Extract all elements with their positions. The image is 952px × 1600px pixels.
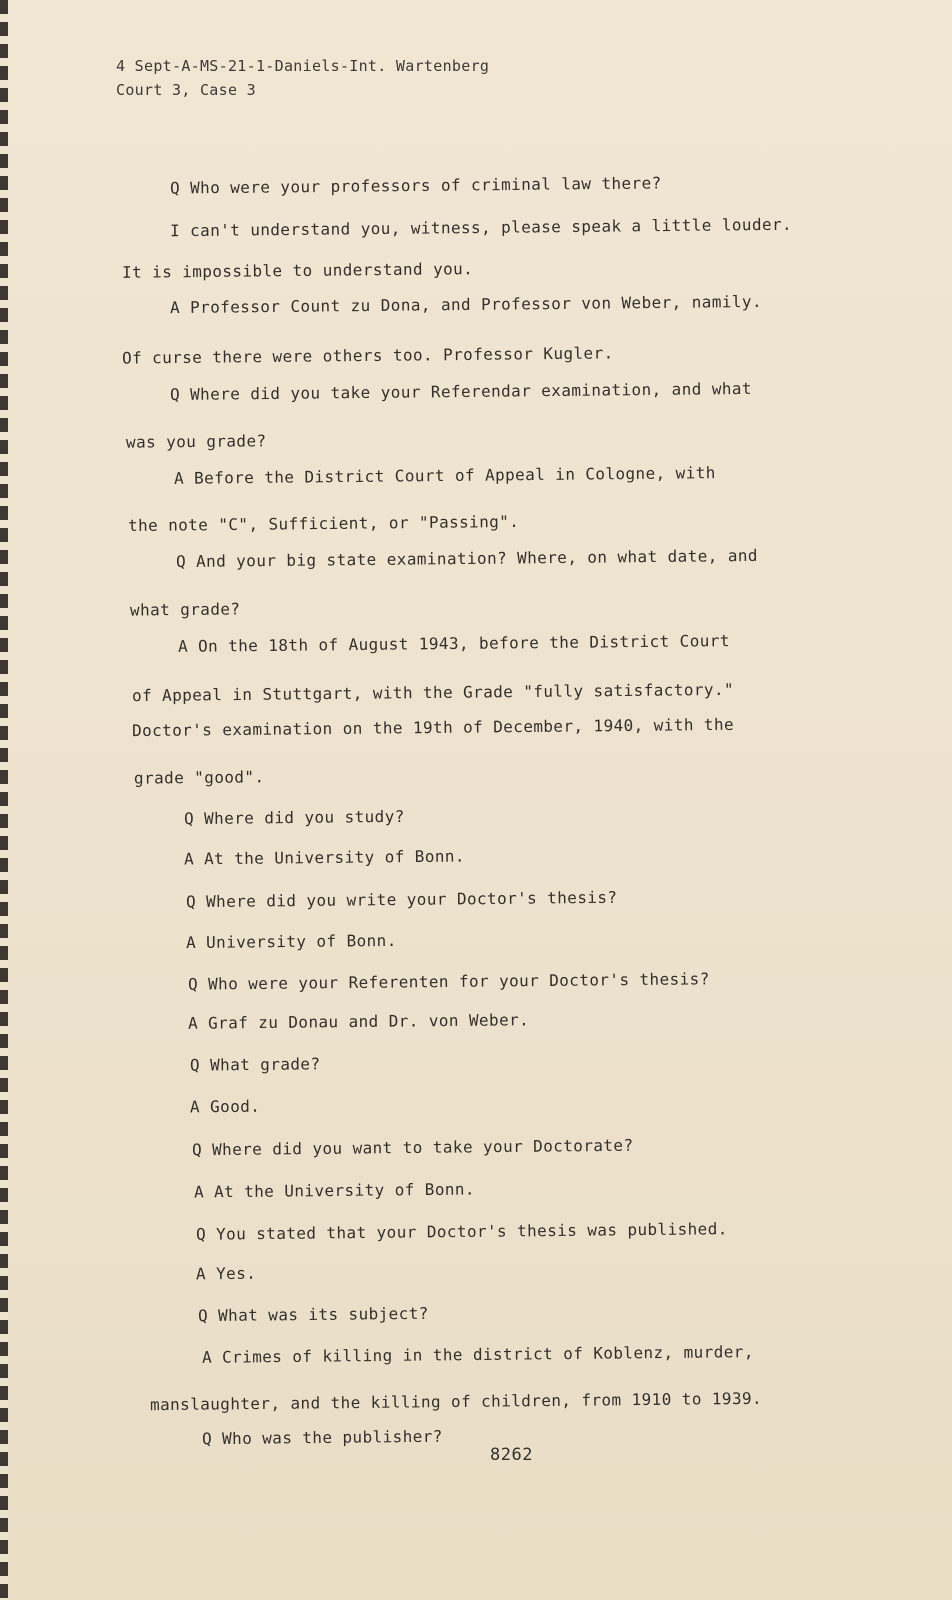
transcript-line: A Good. — [189, 1096, 261, 1117]
transcript-line: A Graf zu Donau and Dr. von Weber. — [187, 1010, 530, 1033]
transcript-line: was you grade? — [125, 431, 267, 452]
transcript-line: Q Who were your professors of criminal law there? — [169, 173, 662, 198]
transcript-line: A At the University of Bonn. — [193, 1179, 476, 1202]
transcript-line: grade "good". — [133, 767, 265, 788]
transcript-line: Q Where did you take your Referendar examination, and what — [169, 378, 752, 405]
transcript-line: what grade? — [129, 599, 241, 620]
header-line-1: 4 Sept-A-MS-21-1-Daniels-Int. Wartenberg — [116, 57, 490, 75]
binding-holes — [0, 0, 8, 1600]
transcript-line: A Yes. — [195, 1263, 257, 1284]
transcript-line: the note "C", Sufficient, or "Passing". — [127, 511, 520, 536]
transcript-line: It is impossible to understand you. — [121, 259, 474, 282]
transcript-line: I can't understand you, witness, please speak a little louder. — [169, 214, 793, 241]
transcript-line: of Appeal in Stuttgart, with the Grade "fully satisfactory." — [131, 679, 735, 706]
transcript-line: Q Who was the publisher? — [201, 1426, 443, 1449]
transcript-line: A University of Bonn. — [185, 930, 397, 953]
transcript-line: A Crimes of killing in the district of Koblenz, murder, — [201, 1342, 754, 1367]
transcript-line: Q Who were your Referenten for your Doctor's thesis? — [187, 969, 710, 994]
transcript-line: Q What grade? — [189, 1054, 321, 1075]
document-header — [116, 54, 489, 102]
transcript-line: A Before the District Court of Appeal in Cologne, with — [173, 463, 716, 488]
transcript-line: Q What was its subject? — [197, 1303, 429, 1326]
transcript-line: Q You stated that your Doctor's thesis was published. — [195, 1219, 728, 1244]
transcript-line: Q Where did you want to take your Doctorate? — [191, 1135, 634, 1160]
transcript-line: manslaughter, and the killing of children, from 1910 to 1939. — [149, 1388, 763, 1415]
transcript-line: A On the 18th of August 1943, before the District Court — [177, 631, 730, 656]
transcript-line: Q Where did you write your Doctor's thesis? — [185, 887, 618, 912]
transcript-line: Of curse there were others too. Professor Kugler. — [121, 343, 614, 368]
transcript-line: Q And your big state examination? Where, on what date, and — [175, 545, 758, 572]
transcript-line: Doctor's examination on the 19th of December, 1940, with the — [131, 714, 735, 741]
header-line-2: Court 3, Case 3 — [116, 81, 256, 99]
page-number: 8262 — [490, 1445, 533, 1465]
transcript-line: A At the University of Bonn. — [183, 846, 466, 869]
transcript-line: A Professor Count zu Dona, and Professor von Weber, namily. — [169, 291, 763, 318]
transcript-line: Q Where did you study? — [183, 806, 405, 829]
